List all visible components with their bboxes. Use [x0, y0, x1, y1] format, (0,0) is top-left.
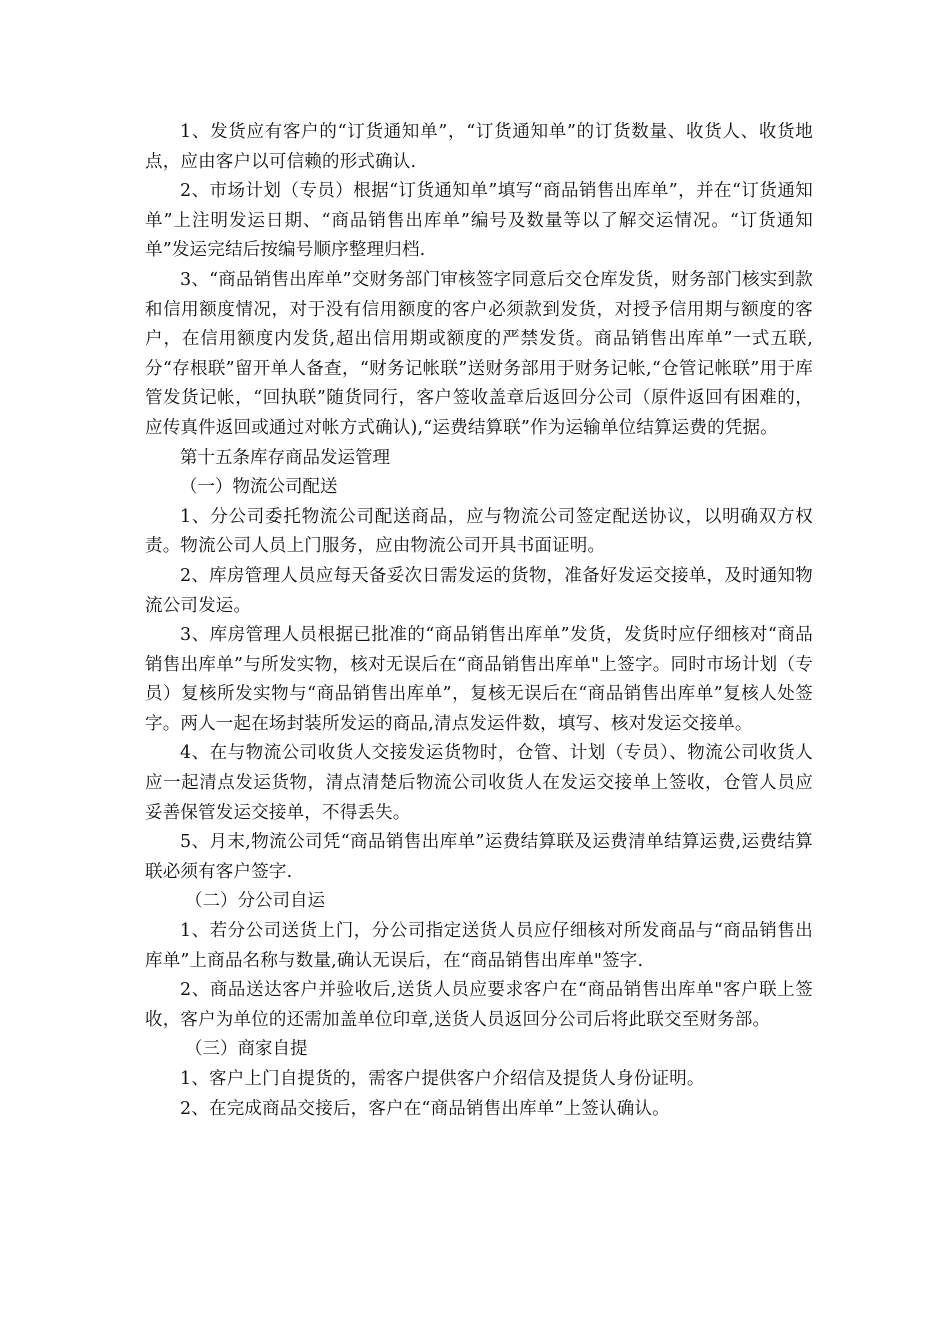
- section-heading-self-delivery: （二）分公司自运: [185, 891, 325, 912]
- paragraph-11: 1、客户上门自提货的，需客户提供客户介绍信及提货人身份证明。: [180, 1069, 705, 1089]
- paragraph-2: 2、市场计划（专员）根据“订货通知单”填写“商品销售出库单”，并在“订货通知单”上注明发运日期、“商品销售出库单”编号及数量等以了解交运情况。“订货通知单”发运完结后按编号顺序整理归档.: [145, 181, 813, 261]
- paragraph-4: 1、分公司委托物流公司配送商品，应与物流公司签定配送协议，以明确双方权责。物流公司人员上门服务，应由物流公司开具书面证明。: [145, 506, 813, 557]
- paragraph-7: 4、在与物流公司收货人交接发运货物时，仓管、计划（专员）、物流公司收货人应一起清点发运货物，清点清楚后物流公司收货人在发运交接单上签收，仓管人员应妥善保管发运交接单，不得丢失。: [145, 743, 813, 823]
- article-heading: 第十五条库存商品发运管理: [180, 447, 390, 468]
- paragraph-5: 2、库房管理人员应每天备妥次日需发运的货物，准备好发运交接单，及时通知物流公司发运。: [145, 565, 813, 616]
- paragraph-12: 2、在完成商品交接后，客户在“商品销售出库单”上签认确认。: [180, 1098, 670, 1119]
- paragraph-3: 3、“商品销售出库单”交财务部门审核签字同意后交仓库发货，财务部门核实到款和信用额度情况，对于没有信用额度的客户必须款到发货，对授予信用期与额度的客户，在信用额度内发货,超出信用期或额度的严禁发货。商品销售出库单”一式五联,分“存根联”留开单人备查，“财务记帐联”送财务部用于财务记帐,“仓管记帐联”用于库管发货记帐，“回执联”随货同行，客户签收盖章后返回分公司（原件返回有困难的，应传真件返回或通过对帐方式确认),“运费结算联”作为运输单位结算运费的凭据。: [145, 269, 813, 438]
- paragraph-9: 1、若分公司送货上门，分公司指定送货人员应仔细核对所发商品与“商品销售出库单”上商品名称与数量,确认无误后，在“商品销售出库单"签字.: [145, 921, 813, 971]
- paragraph-10: 2、商品送达客户并验收后,送货人员应要求客户在“商品销售出库单"客户联上签收，客户为单位的还需加盖单位印章,送货人员返回分公司后将此联交至财务部。: [145, 980, 813, 1030]
- paragraph-6: 3、库房管理人员根据已批准的“商品销售出库单”发货，发货时应仔细核对“商品销售出库单”与所发实物，核对无误后在“商品销售出库单"上签字。同时市场计划（专员）复核所发实物与“商品销售出库单”，复核无误后在“商品销售出库单”复核人处签字。两人一起在场封装所发运的商品,清点发运件数，填写、核对发运交接单。: [145, 625, 813, 734]
- paragraph-1: 1、发货应有客户的“订货通知单”，“订货通知单”的订货数量、收货人、收货地点，应由客户以可信赖的形式确认.: [145, 122, 813, 172]
- paragraph-8: 5、月末,物流公司凭“商品销售出库单”运费结算联及运费清单结算运费,运费结算联必须有客户签字.: [145, 832, 813, 882]
- section-heading-pickup: （三）商家自提: [185, 1039, 308, 1060]
- section-heading-logistics: （一）物流公司配送: [180, 477, 338, 498]
- document-body: [145, 118, 813, 1124]
